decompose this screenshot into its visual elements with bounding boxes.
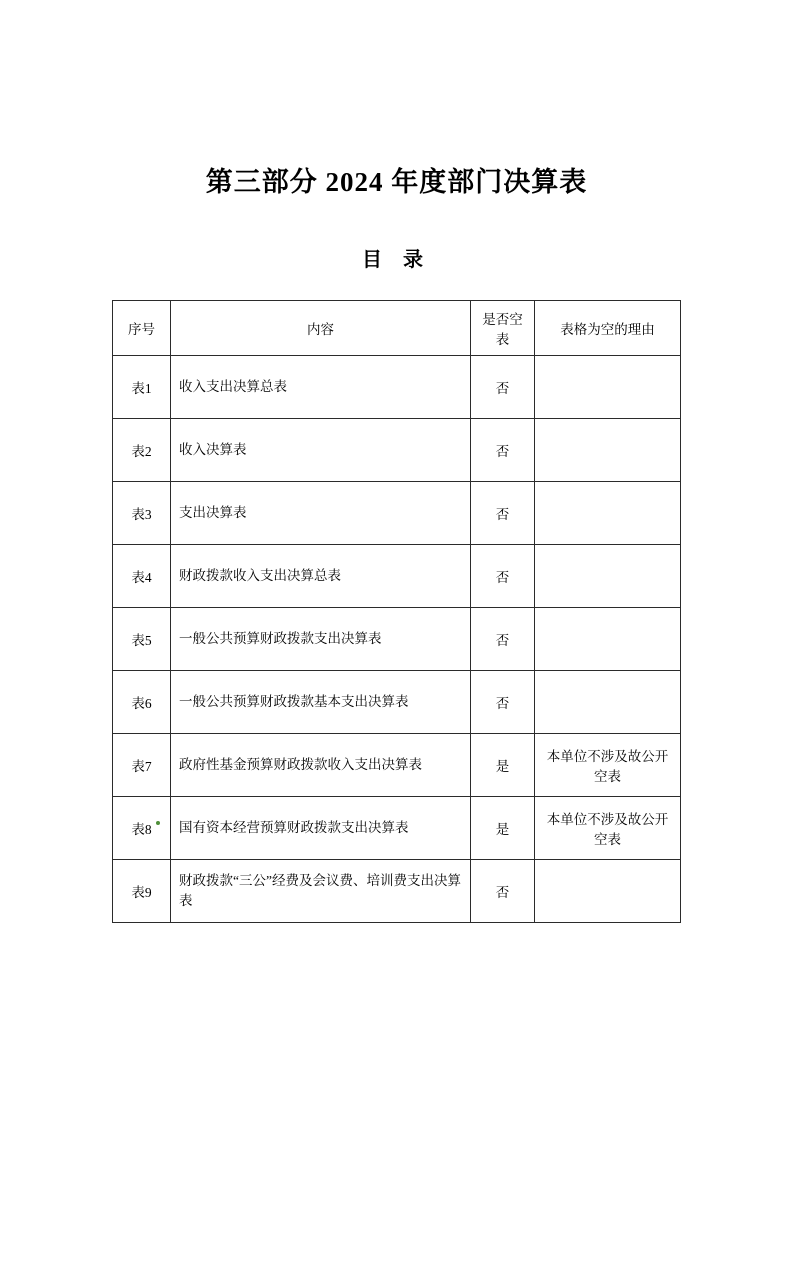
table-header-row xyxy=(113,301,681,356)
cell-content: 财政拨款“三公”经费及会议费、培训费支出决算表 xyxy=(171,860,471,923)
cell-content: 国有资本经营预算财政拨款支出决算表 xyxy=(171,797,471,860)
cell-no: 表4 xyxy=(113,545,171,608)
cell-content: 收入决算表 xyxy=(171,419,471,482)
table-header xyxy=(113,301,681,356)
cell-is-empty: 否 xyxy=(471,419,535,482)
cell-is-empty: 否 xyxy=(471,545,535,608)
cell-content: 支出决算表 xyxy=(171,482,471,545)
cell-no: 表5 xyxy=(113,608,171,671)
table-body xyxy=(113,356,681,923)
cell-is-empty: 否 xyxy=(471,608,535,671)
cell-reason xyxy=(535,482,681,545)
cell-reason xyxy=(535,860,681,923)
table-row xyxy=(113,608,681,671)
cell-no: 表3 xyxy=(113,482,171,545)
cell-no: 表1 xyxy=(113,356,171,419)
cell-is-empty: 否 xyxy=(471,356,535,419)
cell-reason: 本单位不涉及故公开空表 xyxy=(535,797,681,860)
cell-is-empty: 否 xyxy=(471,860,535,923)
cell-no: 表6 xyxy=(113,671,171,734)
cell-content: 政府性基金预算财政拨款收入支出决算表 xyxy=(171,734,471,797)
column-header-reason: 表格为空的理由 xyxy=(535,301,681,356)
cell-no: 表2 xyxy=(113,419,171,482)
table-row xyxy=(113,671,681,734)
cell-reason xyxy=(535,545,681,608)
document-page xyxy=(0,160,793,1282)
cell-no: 表9 xyxy=(113,860,171,923)
column-header-content: 内容 xyxy=(171,301,471,356)
cell-is-empty: 是 xyxy=(471,734,535,797)
table-row xyxy=(113,356,681,419)
table-row xyxy=(113,734,681,797)
cell-content: 收入支出决算总表 xyxy=(171,356,471,419)
table-row xyxy=(113,797,681,860)
table-of-contents xyxy=(112,300,681,923)
table-row xyxy=(113,860,681,923)
cell-is-empty: 否 xyxy=(471,671,535,734)
column-header-no: 序号 xyxy=(113,301,171,356)
green-dot-marker xyxy=(156,821,160,825)
table-row xyxy=(113,545,681,608)
cell-no: 表8 xyxy=(113,797,171,860)
table-row xyxy=(113,482,681,545)
cell-reason xyxy=(535,356,681,419)
cell-content: 一般公共预算财政拨款基本支出决算表 xyxy=(171,671,471,734)
cell-content: 一般公共预算财政拨款支出决算表 xyxy=(171,608,471,671)
cell-is-empty: 否 xyxy=(471,482,535,545)
toc-heading: 目 录 xyxy=(362,249,431,271)
table-row xyxy=(113,419,681,482)
cell-reason xyxy=(535,608,681,671)
cell-reason: 本单位不涉及故公开空表 xyxy=(535,734,681,797)
cell-reason xyxy=(535,671,681,734)
page-title: 第三部分 2024 年度部门决算表 xyxy=(205,167,588,197)
column-header-is-empty: 是否空表 xyxy=(471,301,535,356)
cell-is-empty: 是 xyxy=(471,797,535,860)
cell-reason xyxy=(535,419,681,482)
cell-no: 表7 xyxy=(113,734,171,797)
cell-content: 财政拨款收入支出决算总表 xyxy=(171,545,471,608)
